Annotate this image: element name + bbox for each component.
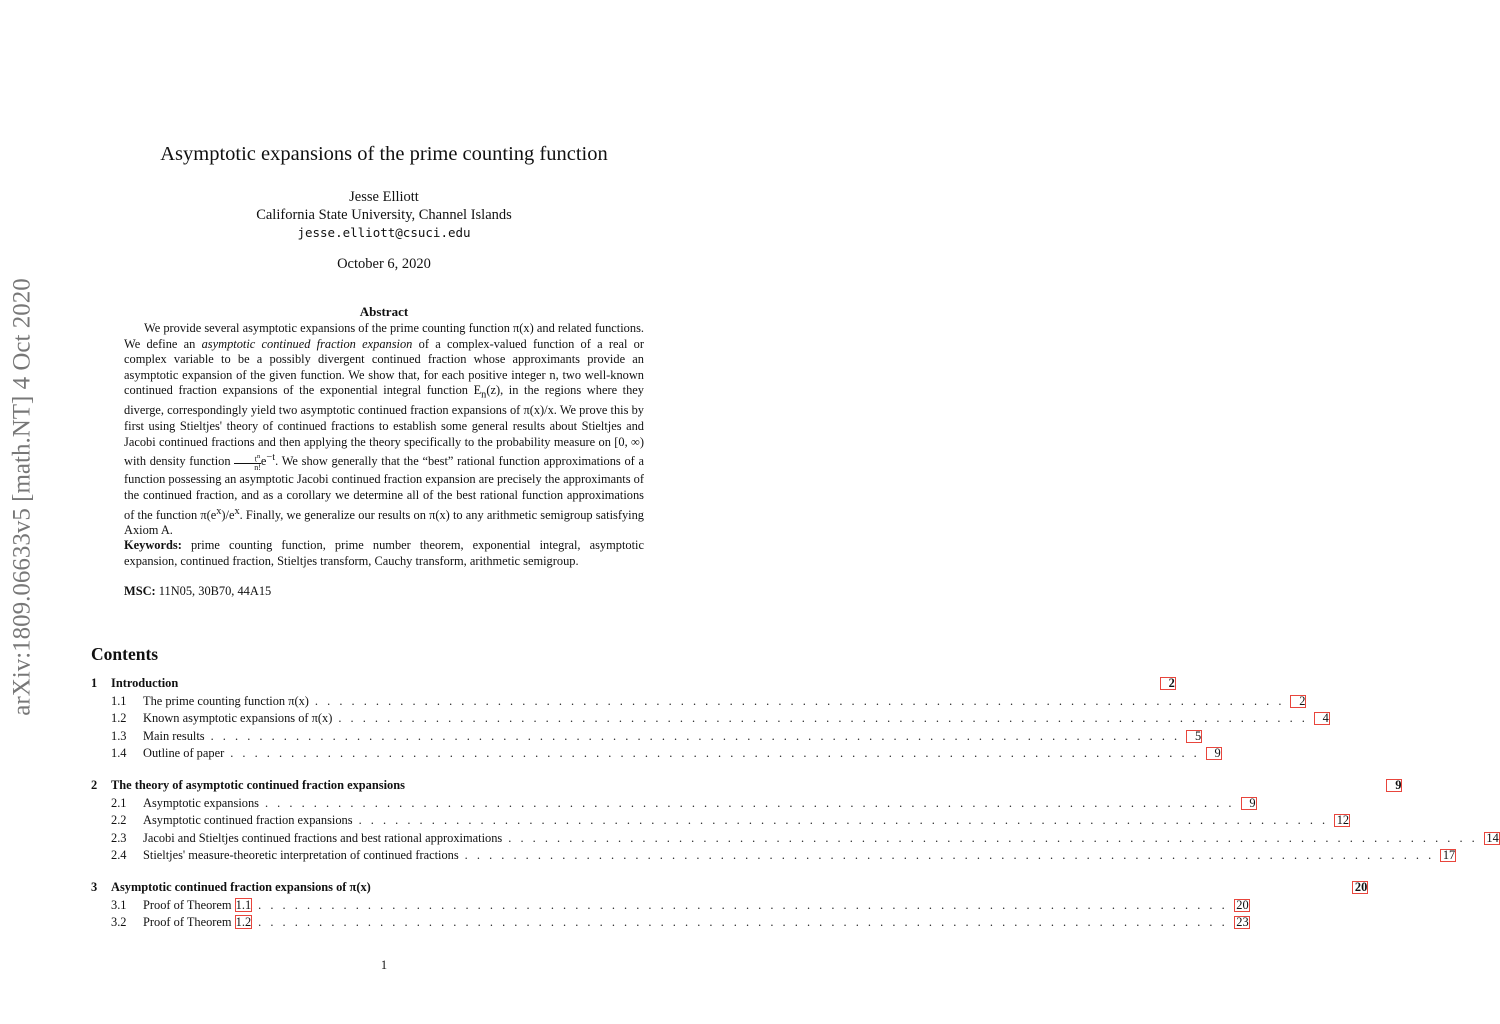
toc-number: 3.1: [111, 897, 127, 912]
toc-leader-dots: . . . . . . . . . . . . . . . . . . . . . . . . . . . . . . . . . . . . . . . . . . . . . . . . . . . . . . . . . . . . . . . . . . . . . . . . . . . . . . . .: [210, 728, 1181, 743]
toc-title[interactable]: Outline of paper: [143, 746, 225, 761]
toc-number: 2.4: [111, 848, 127, 863]
contents-heading: Contents: [91, 644, 159, 664]
toc-page-link[interactable]: 17: [1440, 849, 1456, 862]
toc-subsection[interactable]: [91, 728, 1202, 747]
toc-number: 2.1: [111, 795, 127, 810]
toc-page-link[interactable]: 9: [1206, 747, 1222, 760]
toc-subsection[interactable]: [91, 813, 1350, 831]
toc-subsection[interactable]: [91, 897, 1249, 916]
toc-title[interactable]: Known asymptotic expansions of π(x): [143, 711, 333, 726]
toc-title[interactable]: Proof of Theorem 1.2: [143, 915, 252, 930]
toc-number: 2.3: [111, 830, 127, 845]
toc-page-link[interactable]: 9: [1241, 797, 1257, 810]
table-of-contents: [91, 676, 1499, 933]
abstract-body: We provide several asymptotic expansions of the prime counting function π(x) and related functions. We define an asymptotic continued fraction expansion of a complex-valued function of a real or complex variable to be a possibly divergent continued fraction whose approximants provide an asymptotic expansion of the given function. We show that, for each positive integer n, two well-known continued fraction expansions of the exponential integral function $E_n(z)$, in the regions where they diverge, correspondingly yield two asymptotic continued fraction expansions of π(x)/x. We prove this by first using Stieltjes' theory of continued fractions to establish some general results about Stieltjes and Jacobi continued fractions and then applying the theory specifically to the probability measure on [0, ∞) with density function $\frac{t^n}{n!}$ $e^{-t}$. We show generally that the “best” rational function approximations of a function possessing an asymptotic Jacobi continued fraction expansion are precisely the approximants of the continued fraction, and as a corollary we determine all of the best rational function approximations of the function $\pi(e^x)/e^x$. Finally, we generalize our results on π(x) to any arithmetic semigroup satisfying Axiom A.: [124, 321, 644, 538]
page-number: 1: [380, 958, 388, 972]
toc-title[interactable]: Asymptotic continued fraction expansions: [143, 813, 353, 828]
toc-leader-dots: . . . . . . . . . . . . . . . . . . . . . . . . . . . . . . . . . . . . . . . . . . . . . . . . . . . . . . . . . . . . . . . . . . . . . . . . . . . . . . . .: [258, 915, 1228, 930]
toc-number: 1: [91, 676, 98, 690]
toc-page-link[interactable]: 20: [1352, 881, 1368, 894]
toc-title[interactable]: Proof of Theorem 1.1: [143, 897, 252, 912]
toc-subsection[interactable]: [91, 746, 1221, 764]
paper-title: Asymptotic expansions of the prime counting function: [160, 143, 608, 165]
toc-leader-dots: . . . . . . . . . . . . . . . . . . . . . . . . . . . . . . . . . . . . . . . . . . . . . . . . . . . . . . . . . . . . . . . . . . . . . . . . . . . . . . . .: [230, 746, 1200, 761]
toc-number: 1.1: [111, 693, 127, 708]
keywords-label: Keywords:: [124, 538, 182, 552]
arxiv-identifier: arXiv:1809.06633v5 [math.NT] 4 Oct 2020: [9, 278, 36, 716]
toc-section[interactable]: [91, 777, 1402, 796]
toc-title[interactable]: Stieltjes' measure-theoretic interpretation of continued fractions: [143, 848, 459, 863]
toc-subsection[interactable]: [91, 693, 1306, 712]
toc-title[interactable]: Asymptotic expansions: [143, 795, 259, 810]
toc-subsection[interactable]: [91, 915, 1249, 933]
msc-codes: [124, 584, 644, 599]
toc-subsection[interactable]: [91, 848, 1456, 866]
toc-leader-dots: . . . . . . . . . . . . . . . . . . . . . . . . . . . . . . . . . . . . . . . . . . . . . . . . . . . . . . . . . . . . . . . . . . . . . . . . . . . . . . . .: [338, 711, 1308, 726]
toc-subsection[interactable]: [91, 711, 1329, 729]
toc-section[interactable]: [91, 879, 1368, 898]
toc-page-link[interactable]: 2: [1160, 677, 1176, 690]
author-block: [0, 188, 768, 242]
toc-title[interactable]: Jacobi and Stieltjes continued fractions and best rational approximations: [143, 830, 503, 845]
toc-page-link[interactable]: 5: [1186, 730, 1202, 743]
toc-number: 1.3: [111, 728, 127, 743]
arxiv-side-stamp: [0, 262, 46, 732]
toc-title[interactable]: The prime counting function π(x): [143, 693, 309, 708]
toc-number: 3.2: [111, 915, 127, 930]
author-affiliation: California State University, Channel Islands: [256, 207, 512, 223]
author-name: Jesse Elliott: [349, 189, 419, 205]
keywords: [124, 538, 644, 569]
toc-leader-dots: . . . . . . . . . . . . . . . . . . . . . . . . . . . . . . . . . . . . . . . . . . . . . . . . . . . . . . . . . . . . . . . . . . . . . . . . . . . . . . . .: [314, 693, 1285, 708]
toc-page-link[interactable]: 23: [1234, 916, 1250, 929]
theorem-reference-link[interactable]: 1.1: [235, 897, 252, 912]
author-email[interactable]: jesse.elliott@csuci.edu: [297, 225, 471, 240]
toc-title[interactable]: The theory of asymptotic continued fraction expansions: [111, 777, 405, 792]
toc-page-link[interactable]: 20: [1234, 899, 1250, 912]
toc-title[interactable]: Introduction: [111, 676, 179, 690]
toc-number: 3: [91, 879, 98, 894]
toc-subsection[interactable]: [91, 795, 1256, 814]
toc-number: 2.2: [111, 813, 127, 828]
toc-leader-dots: . . . . . . . . . . . . . . . . . . . . . . . . . . . . . . . . . . . . . . . . . . . . . . . . . . . . . . . . . . . . . . . . . . . . . . . . . . . . . . . .: [264, 795, 1235, 810]
toc-number: 1.4: [111, 746, 127, 761]
toc-leader-dots: . . . . . . . . . . . . . . . . . . . . . . . . . . . . . . . . . . . . . . . . . . . . . . . . . . . . . . . . . . . . . . . . . . . . . . . . . . . . . . . .: [258, 897, 1228, 912]
toc-page-link[interactable]: 14: [1484, 832, 1500, 845]
toc-leader-dots: . . . . . . . . . . . . . . . . . . . . . . . . . . . . . . . . . . . . . . . . . . . . . . . . . . . . . . . . . . . . . . . . . . . . . . . . . . . . . . . .: [464, 848, 1435, 863]
toc-number: 2: [91, 777, 98, 792]
toc-title[interactable]: Asymptotic continued fraction expansions of π(x): [111, 879, 371, 894]
toc-leader-dots: . . . . . . . . . . . . . . . . . . . . . . . . . . . . . . . . . . . . . . . . . . . . . . . . . . . . . . . . . . . . . . . . . . . . . . . . . . . . . . . .: [358, 813, 1329, 828]
toc-page-link[interactable]: 4: [1314, 712, 1330, 725]
msc-text: 11N05, 30B70, 44A15: [158, 584, 272, 598]
msc-label: MSC:: [124, 584, 156, 598]
toc-number: 1.2: [111, 711, 127, 726]
keywords-text: prime counting function, prime number theorem, exponential integral, asymptotic expansion, continued fraction, Stieltjes transform, Cauchy transform, arithmetic semigroup.: [124, 538, 644, 568]
abstract-heading: Abstract: [359, 304, 409, 319]
paper-date: October 6, 2020: [337, 256, 431, 272]
theorem-reference-link[interactable]: 1.2: [235, 915, 252, 930]
toc-leader-dots: . . . . . . . . . . . . . . . . . . . . . . . . . . . . . . . . . . . . . . . . . . . . . . . . . . . . . . . . . . . . . . . . . . . . . . . . . . . . . . . .: [508, 830, 1478, 845]
toc-page-link[interactable]: 2: [1290, 695, 1306, 708]
toc-page-link[interactable]: 9: [1386, 779, 1402, 792]
toc-title[interactable]: Main results: [143, 728, 205, 743]
toc-page-link[interactable]: 12: [1334, 814, 1350, 827]
toc-subsection[interactable]: [91, 830, 1499, 849]
toc-section[interactable]: [91, 676, 1175, 694]
